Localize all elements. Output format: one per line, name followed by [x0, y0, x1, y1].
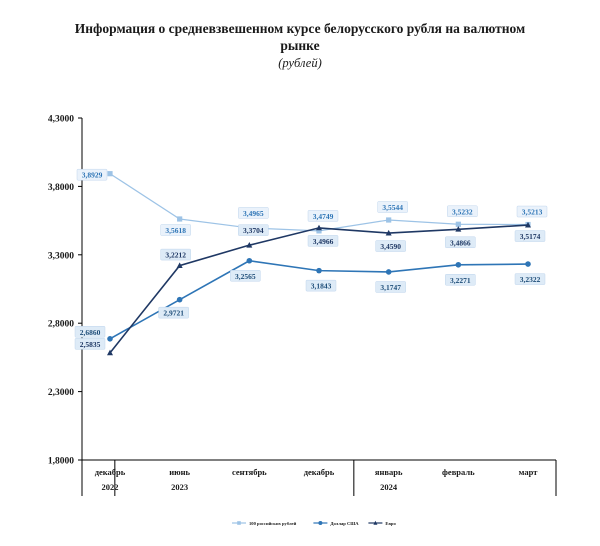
data-label: 3,8929: [81, 170, 103, 180]
x-tick-label: март: [518, 467, 538, 477]
data-label: 3,5232: [452, 207, 473, 217]
data-label: 3,4965: [243, 208, 264, 218]
y-tick-label: 1,8000: [47, 456, 74, 467]
data-point-marker: [525, 261, 531, 267]
data-point-marker: [386, 217, 391, 222]
data-label: 3,3704: [243, 226, 264, 236]
y-tick-label: 3,3000: [47, 251, 74, 262]
page-title: Информация о средневзвешенном курсе белорусского рубля на валютном рынке: [74, 21, 526, 53]
data-label: 3,5544: [382, 202, 403, 212]
y-tick-label: 2,3000: [47, 388, 74, 399]
data-point-marker: [456, 262, 462, 268]
x-tick-label: январь: [374, 467, 403, 477]
legend-label: Доллар США: [330, 520, 359, 526]
data-point-marker: [177, 216, 182, 221]
data-label: 3,4866: [450, 238, 471, 248]
data-label: 3,5174: [519, 232, 541, 242]
data-point-marker: [247, 258, 253, 264]
series-lines: [107, 171, 531, 355]
data-label: 3,2212: [165, 250, 186, 260]
y-tick-label: 2,8000: [47, 319, 74, 330]
legend-marker: [237, 521, 241, 525]
legend-label: Евро: [385, 520, 396, 526]
data-label: 3,4749: [312, 211, 334, 221]
data-point-marker: [107, 171, 112, 176]
data-label: 3,2565: [235, 271, 256, 281]
legend-marker: [318, 521, 322, 525]
y-tick-label: 3,8000: [47, 182, 74, 193]
page-subtitle: (рублей): [278, 56, 322, 70]
y-tick-label: 4,3000: [47, 114, 74, 125]
data-label: 3,2271: [450, 275, 471, 285]
x-tick-label: сентябрь: [231, 467, 267, 477]
x-tick-label: декабрь: [94, 467, 126, 477]
data-labels: [75, 169, 547, 349]
data-label: 3,4966: [312, 236, 334, 246]
x-tick-label: июнь: [169, 467, 191, 477]
x-axis-ticks: [82, 460, 556, 496]
x-tick-year: 2023: [171, 482, 189, 492]
chart-legend: [232, 521, 396, 526]
data-label: 3,5618: [165, 225, 186, 235]
x-tick-label: декабрь: [303, 467, 335, 477]
data-point-marker: [177, 297, 183, 303]
data-label: 3,5213: [521, 207, 543, 217]
series-line: [110, 174, 528, 231]
x-tick-year: 2024: [380, 482, 398, 492]
data-label: 2,5835: [79, 339, 101, 349]
data-point-marker: [316, 268, 322, 274]
x-tick-year: 2022: [101, 482, 119, 492]
data-label: 2,9721: [163, 308, 184, 318]
data-label: 2,6860: [79, 327, 101, 337]
data-label: 3,1843: [310, 281, 332, 291]
data-label: 3,4590: [380, 242, 401, 252]
legend-label: 100 российских рублей: [249, 520, 297, 526]
data-point-marker: [386, 269, 392, 275]
data-label: 3,1747: [380, 282, 401, 292]
y-axis-ticks: [48, 115, 82, 467]
data-point-marker: [107, 336, 113, 342]
x-tick-label: февраль: [442, 467, 475, 477]
data-label: 3,2322: [519, 275, 541, 285]
